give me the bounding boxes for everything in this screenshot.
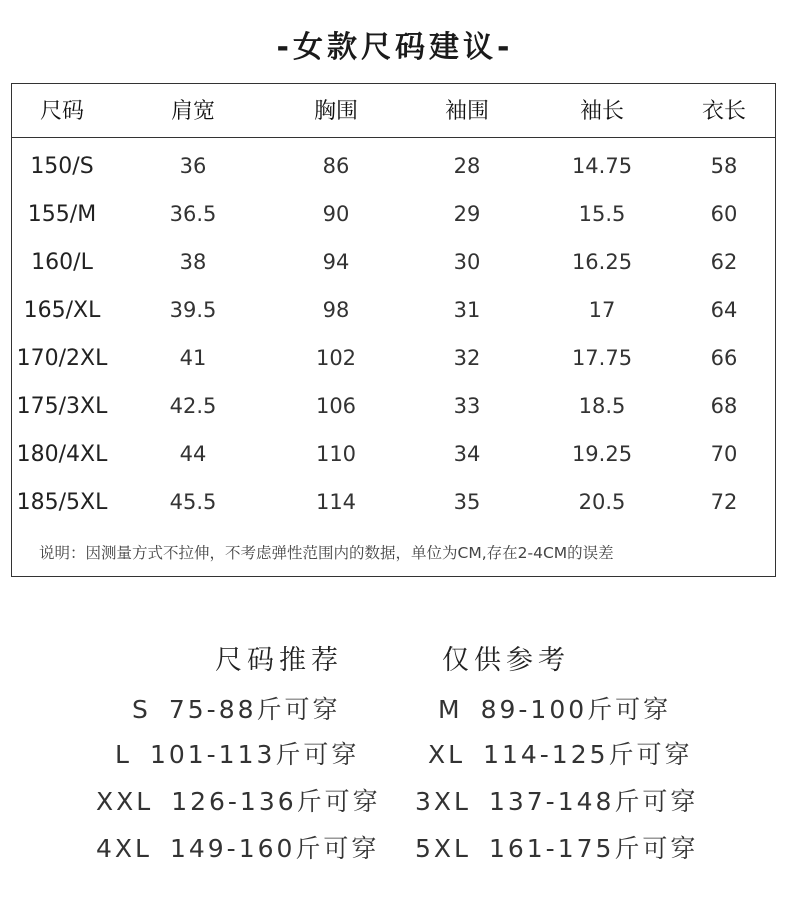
cell-sleeve-width: 30 <box>453 250 481 274</box>
cell-sleeve-length: 16.25 <box>571 250 633 274</box>
recommend-range: 137-148斤可穿 <box>488 787 699 816</box>
cell-shoulder: 38 <box>179 250 207 274</box>
cell-sleeve-length: 15.5 <box>578 202 626 226</box>
recommend-item <box>96 782 381 818</box>
cell-sleeve-length: 14.75 <box>571 154 633 178</box>
cell-length: 62 <box>710 250 738 274</box>
header-chest: 胸围 <box>313 99 359 124</box>
table-row <box>12 336 775 384</box>
cell-sleeve-width: 31 <box>453 298 481 322</box>
header-size: 尺码 <box>39 99 85 124</box>
header-sleeve-length: 袖长 <box>579 99 625 124</box>
table-row <box>12 384 775 432</box>
recommend-size: 5XL <box>415 834 471 863</box>
cell-size: 185/5XL <box>16 490 108 515</box>
table-row <box>12 288 775 336</box>
recommend-range: 149-160斤可穿 <box>169 834 380 863</box>
recommend-size: L <box>115 740 132 769</box>
cell-shoulder: 36.5 <box>169 202 217 226</box>
header-sleeve-width: 袖围 <box>444 99 490 124</box>
recommend-item <box>415 782 698 818</box>
cell-sleeve-length: 17 <box>588 298 616 322</box>
header-shoulder: 肩宽 <box>170 99 216 124</box>
recommend-range: 75-88斤可穿 <box>168 695 341 724</box>
recommend-item <box>132 690 341 726</box>
cell-shoulder: 45.5 <box>169 490 217 514</box>
cell-chest: 106 <box>315 394 357 418</box>
cell-chest: 98 <box>322 298 350 322</box>
recommend-range: 101-113斤可穿 <box>149 740 360 769</box>
cell-sleeve-width: 29 <box>453 202 481 226</box>
cell-chest: 114 <box>315 490 357 514</box>
cell-shoulder: 39.5 <box>169 298 217 322</box>
cell-sleeve-length: 20.5 <box>578 490 626 514</box>
cell-sleeve-width: 34 <box>453 442 481 466</box>
cell-shoulder: 41 <box>179 346 207 370</box>
recommend-range: 126-136斤可穿 <box>171 787 381 816</box>
cell-size: 165/XL <box>23 298 101 323</box>
recommend-item <box>96 829 379 865</box>
cell-chest: 102 <box>315 346 357 370</box>
cell-size: 155/M <box>27 202 97 227</box>
table-header-row <box>12 84 775 138</box>
cell-length: 68 <box>710 394 738 418</box>
recommend-range: 114-125斤可穿 <box>483 740 693 769</box>
recommend-item <box>115 735 359 771</box>
recommend-size: XL <box>428 740 466 769</box>
cell-chest: 86 <box>322 154 350 178</box>
cell-length: 72 <box>710 490 738 514</box>
page-title: -女款尺码建议- <box>276 30 514 65</box>
cell-shoulder: 44 <box>179 442 207 466</box>
cell-sleeve-width: 35 <box>453 490 481 514</box>
cell-chest: 110 <box>315 442 357 466</box>
cell-size: 170/2XL <box>16 346 108 371</box>
size-table <box>11 83 776 577</box>
cell-chest: 94 <box>322 250 350 274</box>
cell-chest: 90 <box>322 202 350 226</box>
recommend-item <box>428 735 693 771</box>
cell-sleeve-width: 28 <box>453 154 481 178</box>
table-row <box>12 240 775 288</box>
cell-shoulder: 36 <box>179 154 207 178</box>
cell-size: 175/3XL <box>16 394 108 419</box>
recommend-item <box>415 829 698 865</box>
recommend-size: 4XL <box>96 834 152 863</box>
recommend-range: 89-100斤可穿 <box>480 695 672 724</box>
cell-size: 160/L <box>31 250 93 275</box>
cell-size: 150/S <box>30 154 94 179</box>
cell-sleeve-width: 33 <box>453 394 481 418</box>
cell-sleeve-length: 17.75 <box>571 346 633 370</box>
measurement-note: 说明：因测量方式不拉伸，不考虑弹性范围内的数据，单位为CM,存在2-4CM的误差 <box>39 544 614 562</box>
header-length: 衣长 <box>701 99 747 124</box>
table-row <box>12 480 775 528</box>
cell-sleeve-length: 18.5 <box>578 394 626 418</box>
cell-sleeve-width: 32 <box>453 346 481 370</box>
recommend-size: M <box>438 695 463 724</box>
cell-length: 70 <box>710 442 738 466</box>
cell-length: 66 <box>710 346 738 370</box>
cell-sleeve-length: 19.25 <box>571 442 633 466</box>
cell-shoulder: 42.5 <box>169 394 217 418</box>
recommend-size: XXL <box>96 787 154 816</box>
table-row <box>12 144 775 192</box>
recommend-range: 161-175斤可穿 <box>488 834 699 863</box>
cell-length: 60 <box>710 202 738 226</box>
cell-length: 58 <box>710 154 738 178</box>
table-row <box>12 432 775 480</box>
cell-length: 64 <box>710 298 738 322</box>
reference-heading: 仅供参考 <box>442 645 570 676</box>
table-row <box>12 192 775 240</box>
recommend-size: S <box>132 695 151 724</box>
cell-size: 180/4XL <box>16 442 108 467</box>
recommend-size: 3XL <box>415 787 471 816</box>
recommend-heading: 尺码推荐 <box>215 645 343 676</box>
recommend-item <box>438 690 671 726</box>
